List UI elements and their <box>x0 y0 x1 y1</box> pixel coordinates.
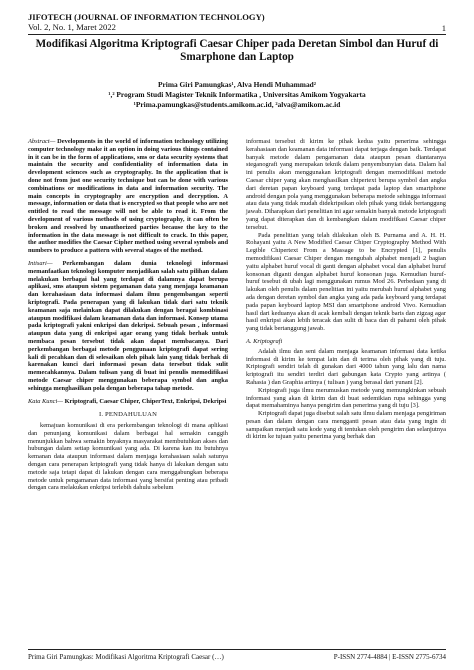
left-column <box>28 138 228 492</box>
section-heading-introduction: I. PENDAHULUAN <box>98 411 158 419</box>
right-column <box>246 138 446 441</box>
keywords <box>28 398 228 406</box>
intro-paragraph: kemajuan komunikasi di era perkembangan teknologi di mana aplikasi dan penunjang komunikasi dalam berbagai hal semakin canggih menunjukkan bahwa semakin bnyaknya masyarakat membutuhkan akses dan hubungan dalam setiap komunikasi yang ada. Di karena kan itu butuhnya kemanan data ataupun informasi dalam menjaga kerahasiaan salah satunya dengan cara penerapan kriptografi yang tidak hanya di lakukan dengan satu metode saja tetapi dapat di lakukan dengan cara menggabungkan beberapa metode untuk pengamanan data informasi yang bersifat penting atau pribadi dengan cara melakukan enkripsi terlebih dahulu sebelum <box>28 422 228 492</box>
kriptografi-paragraph-3: Kriptografi dapat juga disebut salah satu ilmu dalam menjaga pengiriman pesan dan dalam dengan cara mengganti pesan atau data yang ingin di sampaikan menjadi satu kode yang di tentukan oleh pengirim dan selanjutnya di kirim ke tujuan yaitu penerima yang berhak dan <box>246 410 446 441</box>
paper-title: Modifikasi Algoritma Kriptografi Caesar Chiper pada Deretan Simbol dan Huruf di Smarphone dan Laptop <box>35 38 439 63</box>
running-head <box>28 12 446 32</box>
intisari-lead: Intisari— <box>28 259 53 267</box>
journal-volume: Vol. 2, No. 1, Maret 2022 <box>28 22 116 32</box>
author-block <box>28 80 446 110</box>
keywords-body: Kriptografi, Caesar Chiper, ChiperText, Enkripsi, Dekripsi <box>62 397 227 405</box>
author-emails: ¹Prima.pamungkas@students.amikom.ac.id, ²alva@amikom.ac.id <box>133 100 341 109</box>
author-affiliation: ¹,² Program Studi Magister Teknik Informatika , Universitas Amikom Yogyakarta <box>108 90 366 99</box>
author-names: Prima Giri Pamungkas¹, Alva Hendi Muhammad² <box>157 80 316 89</box>
kriptografi-paragraph-1: Adalah ilmu dan seni dalam menjaga keamanan informasi data ketika informasi di kirim ke tempat lain dan di terima oleh pihak yang di tuju. Kriptografi sendiri telah di gunakan dari 4000 tahun yang lalu dan nama kriptografi itu sendiri terdiri dari gabungan kata Crypto yang artinya ( Rahasia ) dan Graphia artinya ( tulisan ) yang berasal dari yunani [2]. <box>246 347 446 386</box>
abstract-lead: Abstract— <box>28 138 56 145</box>
subsection-heading-kriptografi: A. Kriptografi <box>246 337 283 345</box>
keywords-lead: Kata Kunci— <box>28 397 63 405</box>
footer-issn: P-ISSN 2774-4884 | E-ISSN 2775-6734 <box>333 653 446 661</box>
footer-citation: Prima Giri Pamungkas: Modifikasi Algoritma Kriptografi Caesar (…) <box>28 653 224 661</box>
page-number: 1 <box>441 23 446 33</box>
journal-name: JIFOTECH (JOURNAL OF INFORMATION TECHNOLOGY) <box>28 12 265 22</box>
related-work-paragraph: Pada penelitian yang telah dilakukan oleh B. Purnama and A. H. H. Rohayani yaitu A New Modified Caesar Chiper Cryptography Method With Legible Chipertext From a Massage to be Encrypted [1], penulis memodifikasi Caesar Chiper dengan mengubah alphabet menjadi 2 bagian yaitu alphabet huruf vocal di ganti dengan alphabet vocal dan alphabet huruf konsonan diganti dengan alphabet huruf konsonan juga. Kemudian huruf- huruf tesebut di ubah lagi menggunakan rumus Mod 26. Perbedaan yang di lakukan oleh penulis dalam penelitian ini yaitu merubah huruf alphabet yang ada dengan deretan symbol dan angka yang ada pada keyboard yang terdapat pada papan keyboard laptop MSI dan smartphone android Vivo. Kemudian hasil dari keduanya akan di acak kembali dengan teknik baris dan zigzag agar hasil enkripsi akan lebih teracak dan sulit di baca dan di pahami oleh pihak yang tidak bertanggung jawab. <box>246 231 446 333</box>
kriptografi-paragraph-2: Kriptografi juga ilmu merumuskan metode yang memungkinkan sebuah informasi yang akan di kirim dan di buat sedemikian rupa sehingga yang dapat memahaminya hanya pengirim dan penerima yang di tuju [3]. <box>246 386 446 410</box>
footer-rule <box>28 649 446 650</box>
header-rule <box>28 34 446 35</box>
intisari <box>28 260 228 393</box>
intisari-body: Perkembangan dalam dunia teknologi informasi memanfaatkan teknologi komputer menjadikan salah satu pilihan dalam melakukan berbagai hal yang terdapat di dalamnya dapat berupa aplikasi, sms ataupun sistem pegamanan data yang menjaga keamanan dan kerahasiaan data informasi dalam ilmu pengembangan seperti kriptografi. Pada penerapan yang di lakukan tidak dari satu teknik keamanan saja melainkan dapat dilakukan dengan beragai kombinasi ataupun modifikasi dalam keamanan data dan informasi. Konsep utama pada kriptografi yakni enkripsi dan dekripsi. Sebuah pesan , informasi ataupun data yang di enkripsi agar orang yang tidak berhak untuk membaca pesan tersebut tidak akan dapat membacanya. Dari perkembangan berbagai metode penggunaan kriptografi dapat sering kali di pecahkan dan di selesaikan oleh pihak lain yang tidak berhak di karenakan kunci dari informasi pesan data tersebut tidak sulit memecahkannya. Dalam tulisan yang di buat ini penulis memodifikasi metode Caesar chiper menggunakan beberapa symbol dan angka sehingga menghasilkan pola dengan beberapa tahap metode. <box>28 259 228 392</box>
abstract-body: Developments in the world of information technology utilizing computer technology make it an option in doing various things contained in it can be in the form of applications, sms or data security systems that maintain the security and confidentiality of information data in development sciences such as cryptography. In the application that is done not from just one security technique but can be done with various combinations or modifications in data and information security. The main concepts in cryptography are encryption and decryption. A message, information or data that is encrypted so that people who are not entitled to read the message will not be able to read it. From the development of various methods of using cryptography, it can often be broken and resolved by unauthorized parties because the key to the information in the data message is not difficult to crack. In this paper, the author modifies the Caesar Cipher method using several symbols and numbers to produce a pattern with several stages of the method. <box>28 138 228 255</box>
intro-paragraph-continued: informasi tersebut di kirim ke pihak kedua yaitu penerima sehingga kerahasiaan dan keamanan data informasi dapat terjaga dengan baik. Terdapat banyak metode dalam pengamanan data ataupun pesan diantaranya steganografi yang merupakan teknik dalam penyembunyian data. Dalam hal ini penulis akan menggunakan kriptografi dengan memodifikasi metode Caesar chiper yang akan menghasilkan chipertext berupa symbol dan angka dari deretan papan keyboard yang terdapat pada laptop dan smartphone android dengan pola yang menggunakan beberapa metode sehingga informasi atau data yang tidak mudah didekripsikan oleh pihak yang tidak bertanggung jawab. Diharapkan dari penelitian ini agar semakin banyak metode kriptografi yang dapat diterapkan dan di kembangkan dalam modifikasi Caesar chiper tersebut. <box>246 138 446 231</box>
abstract <box>28 138 228 255</box>
